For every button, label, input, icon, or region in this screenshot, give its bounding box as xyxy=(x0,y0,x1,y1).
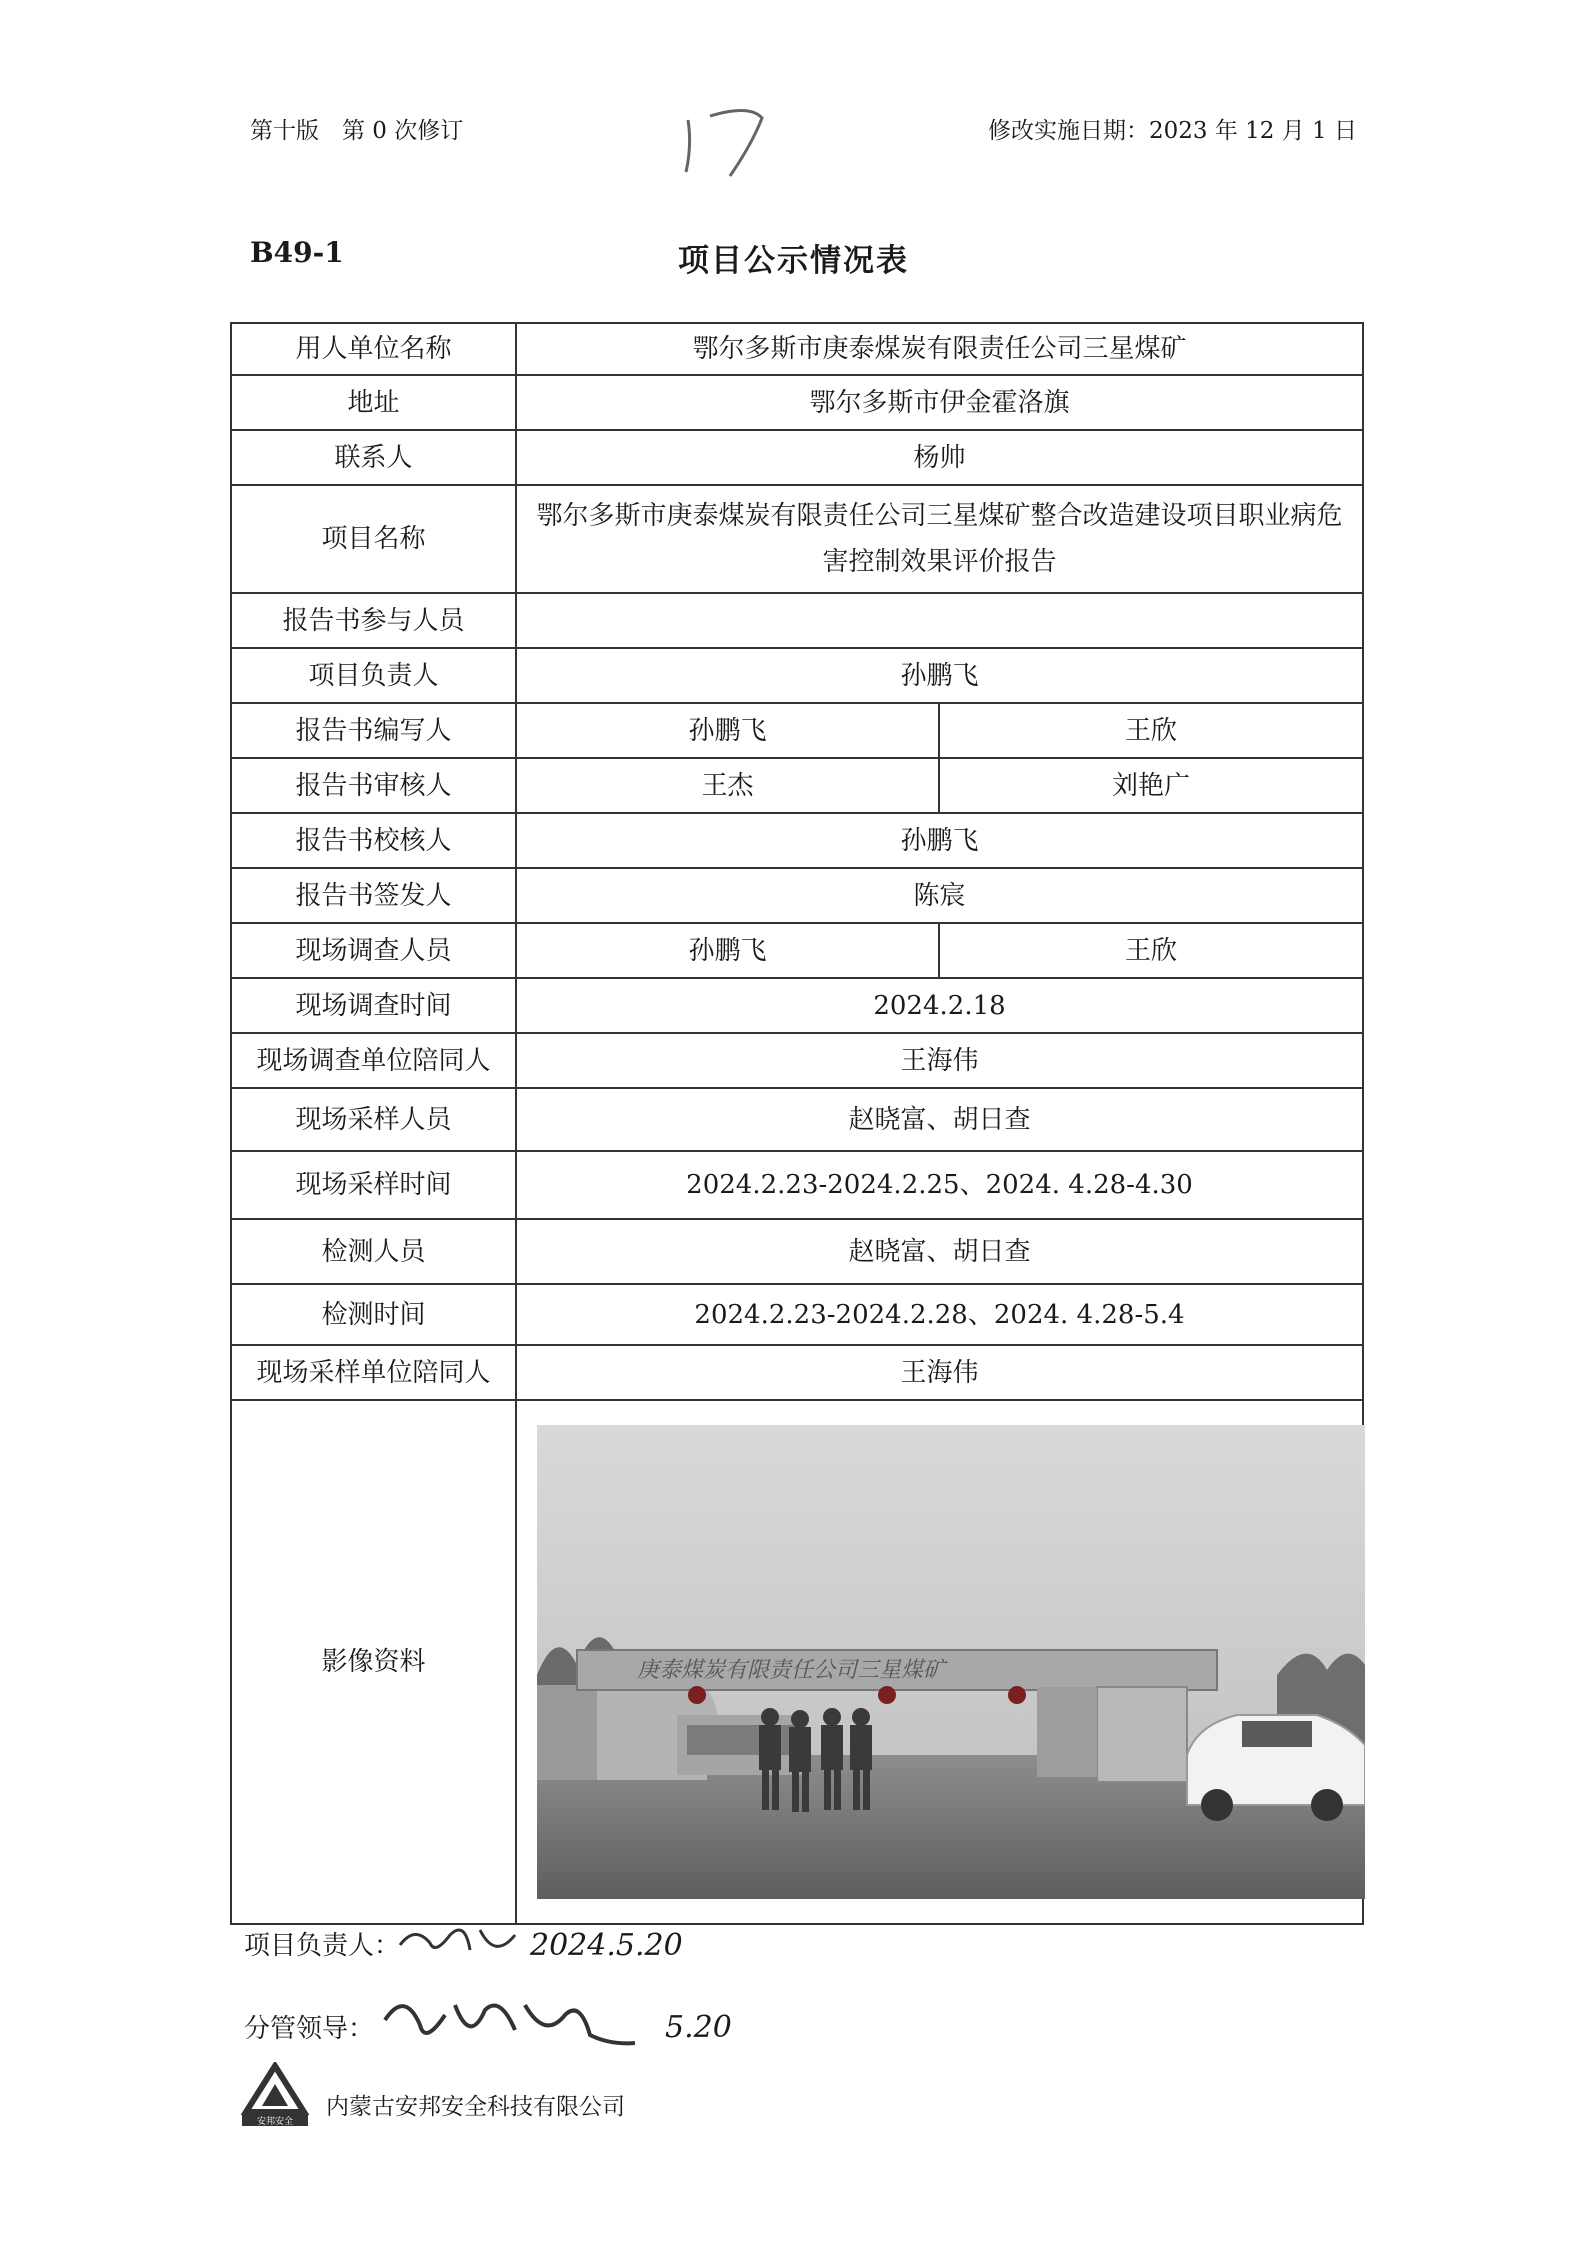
edition-text: 第十版 第 0 次修订 xyxy=(250,118,464,144)
value-sampling-time: 2024.2.23-2024.2.25、2024. 4.28-4.30 xyxy=(516,1151,1363,1219)
value-participants xyxy=(516,593,1363,648)
table-row xyxy=(231,868,1363,923)
table-row xyxy=(231,978,1363,1033)
logo-text: 安邦安全 xyxy=(256,2117,294,2126)
value-survey-time: 2024.2.18 xyxy=(516,978,1363,1033)
value-employer: 鄂尔多斯市庚泰煤炭有限责任公司三星煤矿 xyxy=(516,323,1363,375)
handwritten-page-number xyxy=(680,100,790,180)
company-logo xyxy=(240,2062,310,2126)
project-lead-sign-label: 项目负责人： xyxy=(244,1931,401,1961)
table-row xyxy=(231,1284,1363,1345)
value-reviewer-2: 刘艳广 xyxy=(939,758,1363,813)
company-name: 内蒙古安邦安全科技有限公司 xyxy=(326,2094,625,2120)
value-survey-escort: 王海伟 xyxy=(516,1033,1363,1088)
table-row xyxy=(231,1400,1363,1924)
value-project-lead: 孙鹏飞 xyxy=(516,648,1363,703)
label-writers: 报告书编写人 xyxy=(231,703,516,758)
label-sampling-escort: 现场采样单位陪同人 xyxy=(231,1345,516,1400)
table-row xyxy=(231,923,1363,978)
value-writer-2: 王欣 xyxy=(939,703,1363,758)
value-sampling-staff: 赵晓富、胡日查 xyxy=(516,1088,1363,1151)
label-participants: 报告书参与人员 xyxy=(231,593,516,648)
supervisor-signature xyxy=(375,1985,655,2060)
table-row xyxy=(231,485,1363,593)
value-testing-staff: 赵晓富、胡日查 xyxy=(516,1219,1363,1284)
value-project-name: 鄂尔多斯市庚泰煤炭有限责任公司三星煤矿整合改造建设项目职业病危害控制效果评价报告 xyxy=(516,485,1363,593)
project-info-table xyxy=(230,322,1364,1925)
table-row xyxy=(231,1033,1363,1088)
label-survey-time: 现场调查时间 xyxy=(231,978,516,1033)
table-row xyxy=(231,648,1363,703)
value-address: 鄂尔多斯市伊金霍洛旗 xyxy=(516,375,1363,430)
table-row xyxy=(231,1088,1363,1151)
value-survey-staff-2: 王欣 xyxy=(939,923,1363,978)
mine-gate-photo xyxy=(537,1425,1365,1899)
table-row xyxy=(231,1219,1363,1284)
project-lead-sign-date: 2024.5.20 xyxy=(530,1928,683,1963)
label-survey-escort: 现场调查单位陪同人 xyxy=(231,1033,516,1088)
table-row xyxy=(231,323,1363,375)
label-address: 地址 xyxy=(231,375,516,430)
label-contact: 联系人 xyxy=(231,430,516,485)
label-proofreader: 报告书校核人 xyxy=(231,813,516,868)
label-survey-staff: 现场调查人员 xyxy=(231,923,516,978)
supervisor-sign-date: 5.20 xyxy=(665,2010,732,2045)
label-reviewers: 报告书审核人 xyxy=(231,758,516,813)
value-issuer: 陈宸 xyxy=(516,868,1363,923)
label-sampling-time: 现场采样时间 xyxy=(231,1151,516,1219)
table-row xyxy=(231,1151,1363,1219)
label-project-lead: 项目负责人 xyxy=(231,648,516,703)
label-images: 影像资料 xyxy=(231,1400,516,1924)
label-sampling-staff: 现场采样人员 xyxy=(231,1088,516,1151)
value-proofreader: 孙鹏飞 xyxy=(516,813,1363,868)
value-contact: 杨帅 xyxy=(516,430,1363,485)
gate-sign-text: 庚泰煤炭有限责任公司三星煤矿 xyxy=(637,1658,946,1683)
value-survey-staff-1: 孙鹏飞 xyxy=(516,923,939,978)
supervisor-sign-label: 分管领导： xyxy=(244,2014,375,2044)
form-code: B49-1 xyxy=(250,236,344,269)
page-title: 项目公示情况表 xyxy=(678,243,909,279)
table-row xyxy=(231,758,1363,813)
value-testing-time: 2024.2.23-2024.2.28、2024. 4.28-5.4 xyxy=(516,1284,1363,1345)
value-writer-1: 孙鹏飞 xyxy=(516,703,939,758)
image-cell xyxy=(516,1400,1363,1924)
value-sampling-escort: 王海伟 xyxy=(516,1345,1363,1400)
effective-date: 修改实施日期：2023 年 12 月 1 日 xyxy=(988,118,1357,144)
label-testing-staff: 检测人员 xyxy=(231,1219,516,1284)
table-row xyxy=(231,375,1363,430)
table-row xyxy=(231,430,1363,485)
label-project-name: 项目名称 xyxy=(231,485,516,593)
label-employer: 用人单位名称 xyxy=(231,323,516,375)
table-row xyxy=(231,813,1363,868)
label-issuer: 报告书签发人 xyxy=(231,868,516,923)
label-testing-time: 检测时间 xyxy=(231,1284,516,1345)
table-row xyxy=(231,593,1363,648)
project-lead-signature xyxy=(395,1915,525,1970)
value-reviewer-1: 王杰 xyxy=(516,758,939,813)
table-row xyxy=(231,1345,1363,1400)
table-row xyxy=(231,703,1363,758)
